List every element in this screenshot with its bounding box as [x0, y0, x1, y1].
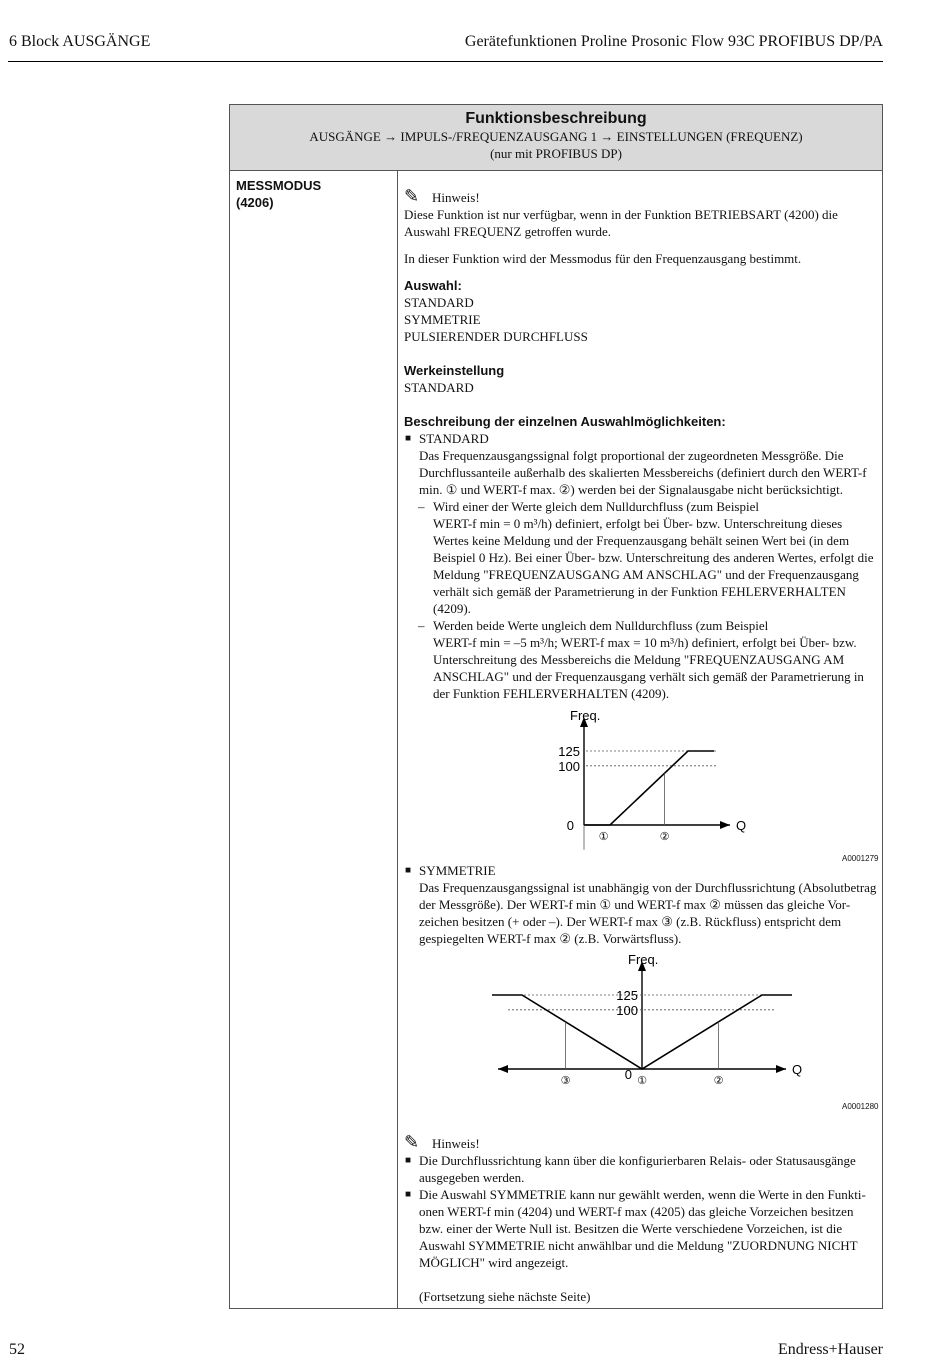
pencil-icon: ✎	[404, 1132, 420, 1152]
header-right: Gerätefunktionen Proline Prosonic Flow 93C PROFIBUS DP/PA	[464, 33, 883, 50]
dash2-line: ANSCHLAG" und der Frequenzausgang verhält sich gemäß der Parametrierung in	[433, 669, 864, 684]
hint2-bullet2	[404, 1186, 878, 1203]
symmetrie-title	[404, 862, 878, 879]
symmetrie-chart	[490, 955, 810, 1097]
symmetrie-line: gespiegelten WERT-f max ② (z.B. Vorwärtsfluss).	[419, 931, 682, 946]
x-marker-label: ②	[659, 831, 670, 843]
description-cell	[404, 188, 878, 702]
continued-note: (Fortsetzung siehe nächste Seite)	[419, 1289, 591, 1304]
auswahl-item: STANDARD	[404, 295, 474, 310]
table-path: AUSGÄNGE → IMPULS-/FREQUENZAUSGANG 1 → EINSTELLUNGEN (FREQUENZ)	[309, 129, 803, 144]
bullet-icon: ■	[405, 1189, 412, 1200]
y-axis-label: Freq.	[628, 955, 659, 967]
auswahl-item: PULSIERENDER DURCHFLUSS	[404, 329, 588, 344]
origin-label: 0	[624, 1067, 632, 1082]
dash1-line: Meldung "FREQUENZAUSGANG AM ANSCHLAG" und der Frequenzausgang	[433, 567, 859, 582]
hint-text-1: Diese Funktion ist nur verfügbar, wenn in der Funktion BETRIEBSART (4200) die	[404, 207, 838, 222]
series-line	[584, 751, 714, 825]
hint2-b1-line: ausgegeben werden.	[419, 1170, 525, 1185]
intro-text: In dieser Funktion wird der Messmodus für den Frequenzausgang bestimmt.	[404, 251, 802, 266]
symmetrie-title-text: SYMMETRIE	[419, 863, 496, 878]
x-axis-arrow-left	[498, 1065, 508, 1073]
dash1-line: Beispiel 0 Hz). Bei einer Über- bzw. Unterschreitung des anderen Wertes, erfolgt die	[433, 550, 874, 565]
symmetrie-line: zeichen besitzen (+ oder –). Der WERT-f max ③ (z.B. Rückfluss) entspricht dem	[419, 914, 842, 929]
function-code: (4206)	[236, 195, 274, 210]
hint2-b2-line: bzw. einer der Werte Null ist. Besitzen die Werte verschiedene Vorzeichen, ist die	[419, 1221, 843, 1236]
figure-id-1: A0001279	[842, 854, 879, 863]
hint2-block	[404, 1134, 878, 1305]
function-name: MESSMODUS	[236, 178, 322, 193]
header-rule	[8, 61, 883, 62]
standard-title-text: STANDARD	[419, 431, 489, 446]
hint2-heading	[404, 1134, 878, 1152]
dash1-line: WERT-f min = 0 m³/h) definiert, erfolgt bei Über- bzw. Unterschreitung dieses	[433, 516, 843, 531]
column-divider	[397, 171, 398, 1308]
figure-id-2: A0001280	[842, 1102, 879, 1111]
auswahl-item: SYMMETRIE	[404, 312, 481, 327]
x-axis-arrow	[720, 821, 730, 829]
auswahl-label: Auswahl:	[404, 278, 462, 293]
symmetrie-line: Das Frequenzausgangssignal ist unabhängig von der Durchflussrichtung (Absolutbetrag	[419, 880, 877, 895]
dash-icon: –	[418, 618, 425, 633]
header-left: 6 Block AUSGÄNGE	[9, 33, 151, 50]
page-number: 52	[9, 1341, 25, 1358]
symmetrie-line: der Messgröße). Der WERT-f min ① und WERT-f max ② müssen das gleiche Vor-	[419, 897, 851, 912]
table-note: (nur mit PROFIBUS DP)	[490, 146, 622, 161]
hint-heading	[404, 188, 878, 206]
origin-label: 0	[566, 818, 574, 833]
symmetrie-block	[404, 862, 878, 947]
table-header	[230, 105, 882, 171]
x-axis-label: Q	[736, 818, 747, 833]
hint2-b1-text: Die Durchflussrichtung kann über die konfigurierbaren Relais- oder Statusausgänge	[419, 1153, 856, 1168]
bullet-icon: ■	[405, 1155, 412, 1166]
dash1-line	[404, 498, 878, 515]
bullet-icon: ■	[405, 865, 412, 876]
standard-line: Durchflussanteile außerhalb des skalierten Messbereichs (definiert durch den WERT-f	[419, 465, 867, 480]
dash2-line: Unterschreitung des Messbereichs die Meldung "FREQUENZAUSGANG AM	[433, 652, 845, 667]
standard-line: Das Frequenzausgangssignal folgt proportional der zugeordneten Messgröße. Die	[419, 448, 844, 463]
hint2-b2-line: onen WERT-f min (4204) und WERT-f max (4205) das gleiche Vorzeichen besitzen	[419, 1204, 854, 1219]
dash2-line	[404, 617, 878, 634]
hint-label: Hinweis!	[432, 190, 480, 205]
y-tick-label: 100	[616, 1002, 638, 1018]
x-marker-label: ②	[713, 1075, 724, 1087]
dash1-line: verhält sich gemäß der Parametrierung in der Funktion FEHLERVERHALTEN	[433, 584, 846, 599]
bullet-icon: ■	[405, 433, 412, 444]
brand-name: Endress+Hauser	[778, 1341, 883, 1358]
hint-text-2: Auswahl FREQUENZ getroffen wurde.	[404, 224, 611, 239]
standard-line: min. ① und WERT-f max. ②) werden bei der Signalausgabe nicht berücksichtigt.	[419, 482, 843, 497]
y-tick-label: 125	[616, 988, 638, 1003]
y-tick-label: 125	[558, 744, 580, 759]
werk-label: Werkeinstellung	[404, 363, 505, 378]
werk-value: STANDARD	[404, 380, 474, 395]
dash1-line: (4209).	[433, 601, 471, 616]
x-axis-label: Q	[792, 1062, 803, 1077]
hint2-b2-text: Die Auswahl SYMMETRIE kann nur gewählt werden, wenn die Werte in den Funkti-	[419, 1187, 866, 1202]
dash1-text: Wird einer der Werte gleich dem Nulldurchfluss (zum Beispiel	[433, 499, 759, 514]
hint2-b2-line: Auswahl SYMMETRIE nicht anwählbar und die Meldung "ZUORDNUNG NICHT	[419, 1238, 858, 1253]
y-tick-label: 100	[558, 758, 580, 774]
x-marker-label: ③	[560, 1075, 571, 1087]
beschreibung-label: Beschreibung der einzelnen Auswahlmöglichkeiten:	[404, 414, 726, 429]
hint2-label: Hinweis!	[432, 1136, 480, 1151]
hint2-b2-line: MÖGLICH" wird angezeigt.	[419, 1255, 569, 1270]
standard-chart	[540, 711, 780, 853]
dash1-line: Wertes keine Meldung und der Frequenzausgang behält seinen Wert bei (in dem	[433, 533, 850, 548]
table-title: Funktionsbeschreibung	[465, 110, 647, 127]
x-marker-label: ①	[598, 831, 609, 843]
pencil-icon: ✎	[404, 186, 420, 206]
dash2-line: der Funktion FEHLERVERHALTEN (4209).	[433, 686, 670, 701]
hint2-bullet1	[404, 1152, 878, 1169]
dash2-text: Werden beide Werte ungleich dem Nulldurchfluss (zum Beispiel	[433, 618, 769, 633]
dash2-line: WERT-f min = –5 m³/h; WERT-f max = 10 m³/h) definiert, erfolgt bei Über- bzw.	[433, 635, 857, 650]
dash-icon: –	[418, 499, 425, 514]
y-axis-label: Freq.	[570, 711, 601, 723]
standard-title	[404, 430, 878, 447]
function-table	[229, 104, 883, 1309]
x-axis-arrow	[776, 1065, 786, 1073]
x-marker-label: ①	[637, 1075, 647, 1087]
function-name-cell	[236, 177, 321, 211]
